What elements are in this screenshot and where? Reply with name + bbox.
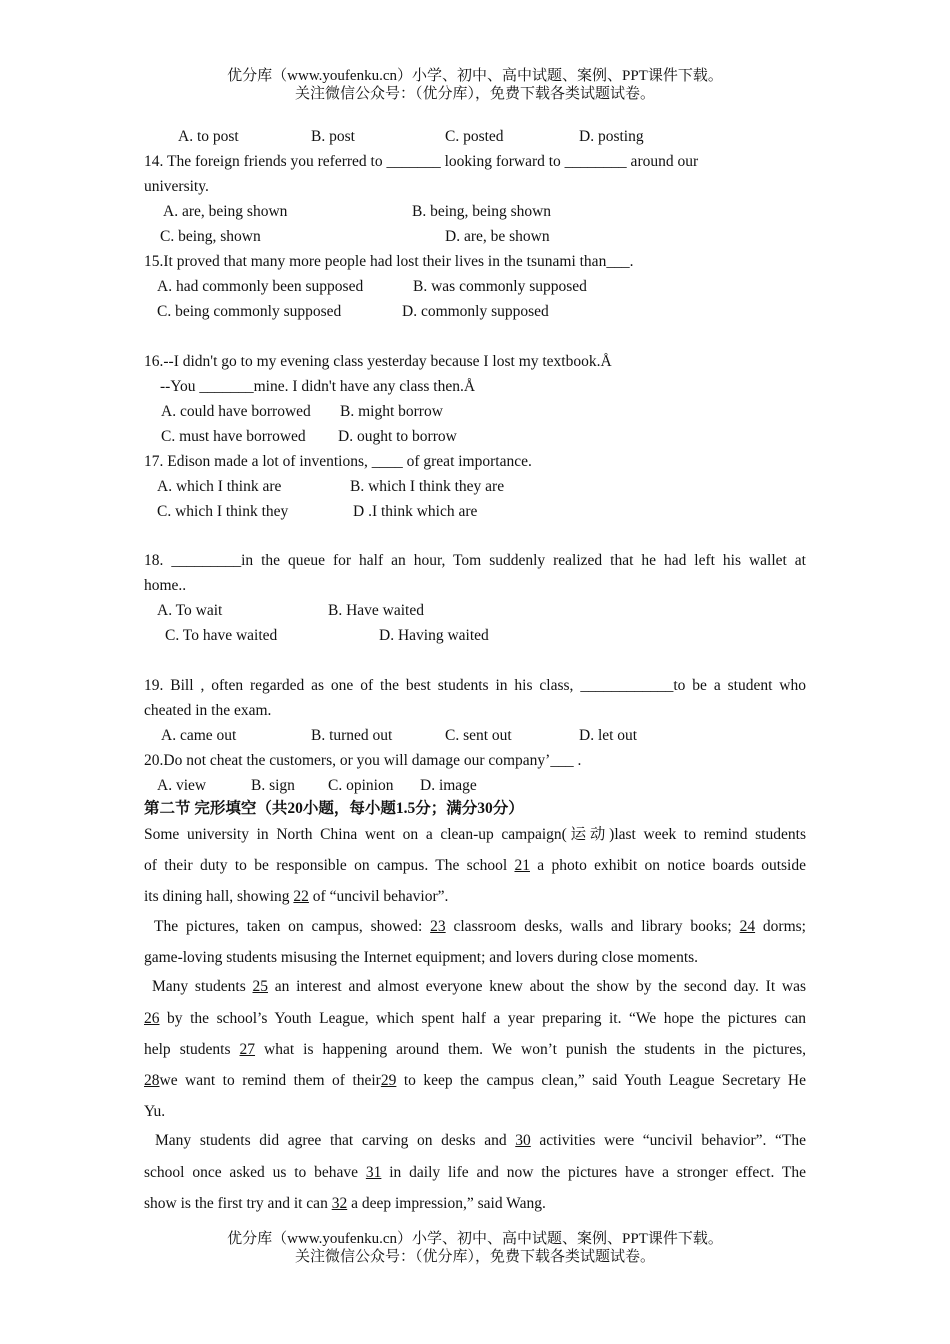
- blank-27: 27: [239, 1041, 256, 1058]
- q16-stem-2: --You _______mine. I didn't have any class then.Å: [160, 378, 476, 395]
- q15-option-d: D. commonly supposed: [402, 303, 549, 320]
- passage-line-4: The pictures, taken on campus, showed: 23 classroom desks, walls and library books; 24 dorms;: [154, 918, 806, 935]
- q16-option-c: C. must have borrowed: [161, 428, 306, 445]
- section-2-title: 第二节 完形填空（共20小题，每小题1.5分；满分30分）: [144, 800, 524, 817]
- blank-23: 23: [430, 918, 446, 935]
- blank-32: 32: [331, 1195, 348, 1212]
- q16-stem-1: 16.--I didn't go to my evening class yesterday because I lost my textbook.Å: [144, 353, 612, 370]
- passage-line-12: school once asked us to behave 31 in daily life and now the pictures have a stronger effect. The: [144, 1164, 807, 1181]
- header-line-2: 关注微信公众号：（优分库），免费下载各类试题试卷。: [294, 86, 655, 102]
- q18-option-d: D. Having waited: [379, 627, 489, 644]
- q19-option-b: B. turned out: [311, 727, 393, 744]
- q18-option-b: B. Have waited: [328, 602, 424, 619]
- q19-option-a: A. came out: [161, 727, 237, 744]
- q16-option-b: B. might borrow: [340, 403, 443, 420]
- blank-28: 28: [144, 1072, 160, 1089]
- q17-option-d: D .I think which are: [353, 503, 478, 520]
- q13-option-c: C. posted: [445, 128, 504, 145]
- q15-stem: 15.It proved that many more people had lost their lives in the tsunami than___.: [144, 253, 634, 270]
- footer-line-1: 优分库（www.youfenku.cn）小学、初中、高中试题、案例、PPT课件下载。: [227, 1231, 723, 1247]
- q19-stem-2: cheated in the exam.: [144, 702, 272, 719]
- q14-stem-2: university.: [144, 178, 209, 195]
- page-footer: [0, 1230, 950, 1266]
- q13-option-d: D. posting: [579, 128, 644, 145]
- q18-option-a: A. To wait: [157, 602, 223, 619]
- passage-line-2: of their duty to be responsible on campus. The school 21 a photo exhibit on notice boards outside: [144, 857, 806, 874]
- blank-26: 26: [144, 1010, 160, 1027]
- footer-line-2: 关注微信公众号：（优分库），免费下载各类试题试卷。: [294, 1249, 655, 1265]
- q15-option-c: C. being commonly supposed: [157, 303, 342, 320]
- passage-line-9: 28we want to remind them of their29 to keep the campus clean,” said Youth League Secretary He: [144, 1072, 806, 1089]
- header-line-1: 优分库（www.youfenku.cn）小学、初中、高中试题、案例、PPT课件下载。: [227, 68, 723, 84]
- q14-option-b: B. being, being shown: [412, 203, 552, 220]
- passage-line-6: Many students 25 an interest and almost everyone knew about the show by the second day. It was: [152, 978, 807, 995]
- q16-option-a: A. could have borrowed: [161, 403, 311, 420]
- passage-line-10: Yu.: [144, 1103, 166, 1120]
- blank-30: 30: [515, 1132, 531, 1149]
- blank-31: 31: [365, 1164, 382, 1181]
- q20-option-b: B. sign: [251, 777, 295, 794]
- blank-22: 22: [293, 888, 309, 905]
- q20-stem: 20.Do not cheat the customers, or you will damage our company’___ .: [144, 752, 582, 769]
- q16-option-d: D. ought to borrow: [338, 428, 457, 445]
- q15-option-a: A. had commonly been supposed: [157, 278, 364, 295]
- passage-line-3: its dining hall, showing 22 of “uncivil behavior”.: [144, 888, 449, 905]
- q19-option-c: C. sent out: [445, 727, 512, 744]
- blank-25: 25: [252, 978, 268, 995]
- q19-option-d: D. let out: [579, 727, 638, 744]
- q17-stem: 17. Edison made a lot of inventions, ____ of great importance.: [144, 453, 532, 470]
- q20-option-d: D. image: [420, 777, 477, 794]
- q15-option-b: B. was commonly supposed: [413, 278, 587, 295]
- q18-stem-1: 18. _________in the queue for half an hour, Tom suddenly realized that he had left his wallet at: [144, 552, 806, 569]
- blank-24: 24: [739, 918, 756, 935]
- q18-stem-2: home..: [144, 577, 187, 594]
- passage-line-5: game-loving students misusing the Internet equipment; and lovers during close moments.: [144, 949, 699, 966]
- q17-option-a: A. which I think are: [157, 478, 282, 495]
- q13-option-b: B. post: [311, 128, 355, 145]
- q20-option-c: C. opinion: [328, 777, 394, 794]
- q14-option-c: C. being, shown: [160, 228, 261, 245]
- q20-option-a: A. view: [157, 777, 207, 794]
- blank-21: 21: [514, 857, 530, 874]
- passage-line-1: Some university in North China went on a clean-up campaign(运动)last week to remind students: [144, 826, 806, 843]
- q17-option-c: C. which I think they: [157, 503, 289, 520]
- blank-29: 29: [380, 1072, 397, 1089]
- q14-option-d: D. are, be shown: [445, 228, 550, 245]
- passage-line-8: help students 27 what is happening around them. We won’t punish the students in the pictures,: [144, 1041, 806, 1058]
- q13-option-a: A. to post: [178, 128, 239, 145]
- passage-line-7: 26 by the school’s Youth League, which spent half a year preparing it. “We hope the pictures can: [144, 1010, 806, 1027]
- q14-stem-1: 14. The foreign friends you referred to _______ looking forward to ________ around our: [144, 153, 699, 170]
- q17-option-b: B. which I think they are: [350, 478, 505, 495]
- page-header: [0, 67, 950, 103]
- q19-stem-1: 19. Bill , often regarded as one of the best students in his class, ____________to be a student who: [144, 677, 806, 694]
- q18-option-c: C. To have waited: [165, 627, 278, 644]
- passage-line-11: Many students did agree that carving on desks and 30 activities were “uncivil behavior”. “The: [155, 1132, 806, 1149]
- q14-option-a: A. are, being shown: [163, 203, 288, 220]
- passage-line-13: show is the first try and it can 32 a deep impression,” said Wang.: [144, 1195, 546, 1212]
